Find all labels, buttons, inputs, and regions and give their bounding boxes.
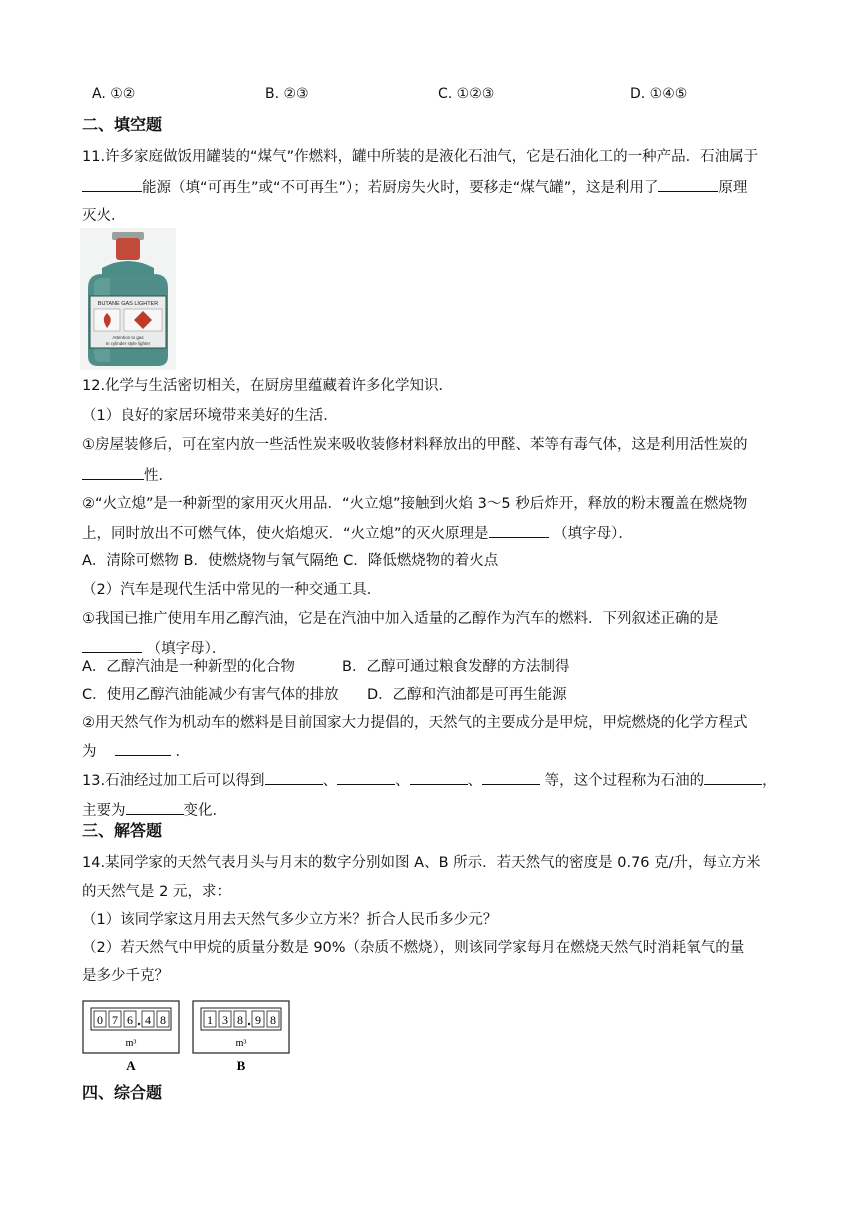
option-d[interactable]: D. ①④⑤ [630,86,688,102]
q11-text-2b: 原理 [718,180,748,196]
q12-line-13: ②用天然气作为机动车的燃料是目前国家大力提倡的，天然气的主要成分是甲烷，甲烷燃烧的化学方程式 [82,715,748,731]
q13-blank-4[interactable] [482,769,540,785]
q12-line-3: ①房屋装修后，可在室内放一些活性炭来吸收装修材料释放出的甲醛、苯等有毒气体，这是利用活性炭的 [82,437,748,453]
section-title-answer: 三、解答题 [82,821,163,840]
meter-b-unit: m³ [235,1038,247,1049]
q12-line-12 [82,684,782,706]
q13-blank-3[interactable] [410,769,468,785]
q14-line-4: （2）若天然气中甲烷的质量分数是 90%（杂质不燃烧），则该同学家每月在燃烧天然气时消耗氧气的量 [82,940,745,956]
q13-blank-6[interactable] [126,799,184,815]
q13-blank-1[interactable] [265,769,323,785]
q11-line-3: 灭火． [82,208,126,224]
meter-b-digit-2: 3 [222,1013,228,1027]
q12-text-6b: （填字母）． [553,526,633,542]
meter-a [83,1001,179,1053]
q12-blank-2[interactable] [489,522,549,538]
option-c[interactable]: C. ①②③ [438,86,495,102]
meter-b-digit-1: 1 [207,1013,213,1027]
meter-a-label: A [126,1058,136,1073]
q12-line-7: A．清除可燃物 B．使燃烧物与氧气隔绝 C．降低燃烧物的着火点 [82,553,499,569]
meter-b-label: B [236,1058,246,1073]
gas-meter-figures [82,1000,297,1074]
q12-line-9: ①我国已推广使用车用乙醇汽油，它是在汽油中加入适量的乙醇作为汽车的燃料．下列叙述正确的是 [82,611,719,627]
q13-line-1: 13.石油经过加工后可以得到 、 、 、 等，这个过程称为石油的 ， [82,769,782,792]
q12-line-1: 12.化学与生活密切相关，在厨房里蕴藏着许多化学知识． [82,378,454,394]
meter-a-unit: m³ [125,1038,137,1049]
q13-text-2b: 变化． [183,803,227,819]
q12-option-d: D．乙醇和汽油都是可再生能源 [367,687,567,703]
q12-text-4: 性． [144,468,173,484]
q11-blank-2[interactable] [658,176,718,192]
q12-line-5: ②“火立熄”是一种新型的家用灭火用品．“火立熄”接触到火焰 3～5 秒后炸开，释放的粉末覆盖在燃烧物 [82,496,748,512]
q12-option-b: B．乙醇可通过粮食发酵的方法制得 [342,659,570,675]
q12-line-2: （1）良好的家居环境带来美好的生活． [82,408,338,424]
q11-text-2a: 能源（填“可再生”或“不可再生”）；若厨房失火时，要移走“煤气罐”，这是利用了 [142,180,659,196]
gas-cylinder-image [80,228,176,370]
q13-text-1b: 等，这个过程称为石油的 [544,773,705,789]
q12-line-4 [82,464,782,487]
q12-text-14: 为 [82,744,97,760]
q14-line-2: 的天然气是 2 元，求： [82,884,231,900]
q12-blank-4[interactable] [115,740,171,756]
previous-question-options [92,86,812,108]
q12-line-6 [82,522,782,545]
q13-blank-5[interactable] [704,769,762,785]
meter-b [193,1001,289,1053]
q12-text-14b: ． [175,744,191,760]
option-b[interactable]: B. ②③ [265,86,309,102]
meter-b-digit-5: 8 [270,1013,276,1027]
q14-line-3: （1）该同学家这月用去天然气多少立方米？折合人民币多少元？ [82,912,498,928]
q13-blank-2[interactable] [337,769,395,785]
q12-line-8: （2）汽车是现代生活中常见的一种交通工具． [82,582,382,598]
q11-line-2 [82,176,782,199]
option-a[interactable]: A. ①② [92,86,136,102]
meter-a-digit-2: 7 [112,1013,118,1027]
section-title-fill-in: 二、填空题 [82,115,163,134]
q13-text-2a: 主要为 [82,803,126,819]
q13-text-1a: 13.石油经过加工后可以得到 [82,773,265,789]
meter-a-digit-3: 6 [127,1013,133,1027]
section-title-comprehensive: 四、综合题 [82,1083,163,1102]
q12-text-10: （填字母）． [146,641,227,657]
tank-small-text-1: Attention to gas [112,335,144,340]
q13-line-2 [82,799,782,822]
meter-b-digit-3: 8 [237,1013,243,1027]
q12-text-6: 上，同时放出不可燃气体，使火焰熄灭．“火立熄”的灭火原理是 [82,526,489,542]
q12-blank-1[interactable] [82,464,144,480]
q12-option-c: C．使用乙醇汽油能减少有害气体的排放 [82,687,339,703]
q11-blank-1[interactable] [82,176,142,192]
q12-blank-3[interactable] [82,637,142,653]
meter-a-digit-1: 0 [97,1013,103,1027]
q14-line-1: 14.某同学家的天然气表月头与月末的数字分别如图 A、B 所示．若天然气的密度是 0.76 克/升，每立方米 [82,855,761,871]
tank-small-text-2: In cylinder style lighter [105,341,151,346]
meter-b-digit-4: 9 [255,1013,261,1027]
q12-line-11 [82,656,782,678]
meter-a-digit-5: 8 [160,1013,166,1027]
meter-a-digit-4: 4 [145,1013,151,1027]
tank-label-text: BUTANE GAS LIGHTER [97,301,159,307]
q11-line-1: 11.许多家庭做饭用罐装的“煤气”作燃料，罐中所装的是液化石油气，它是石油化工的一种产品．石油属于 [82,149,759,165]
q12-line-14 [82,740,782,763]
q12-option-a: A．乙醇汽油是一种新型的化合物 [82,659,295,675]
q14-line-5: 是多少千克？ [82,968,169,984]
